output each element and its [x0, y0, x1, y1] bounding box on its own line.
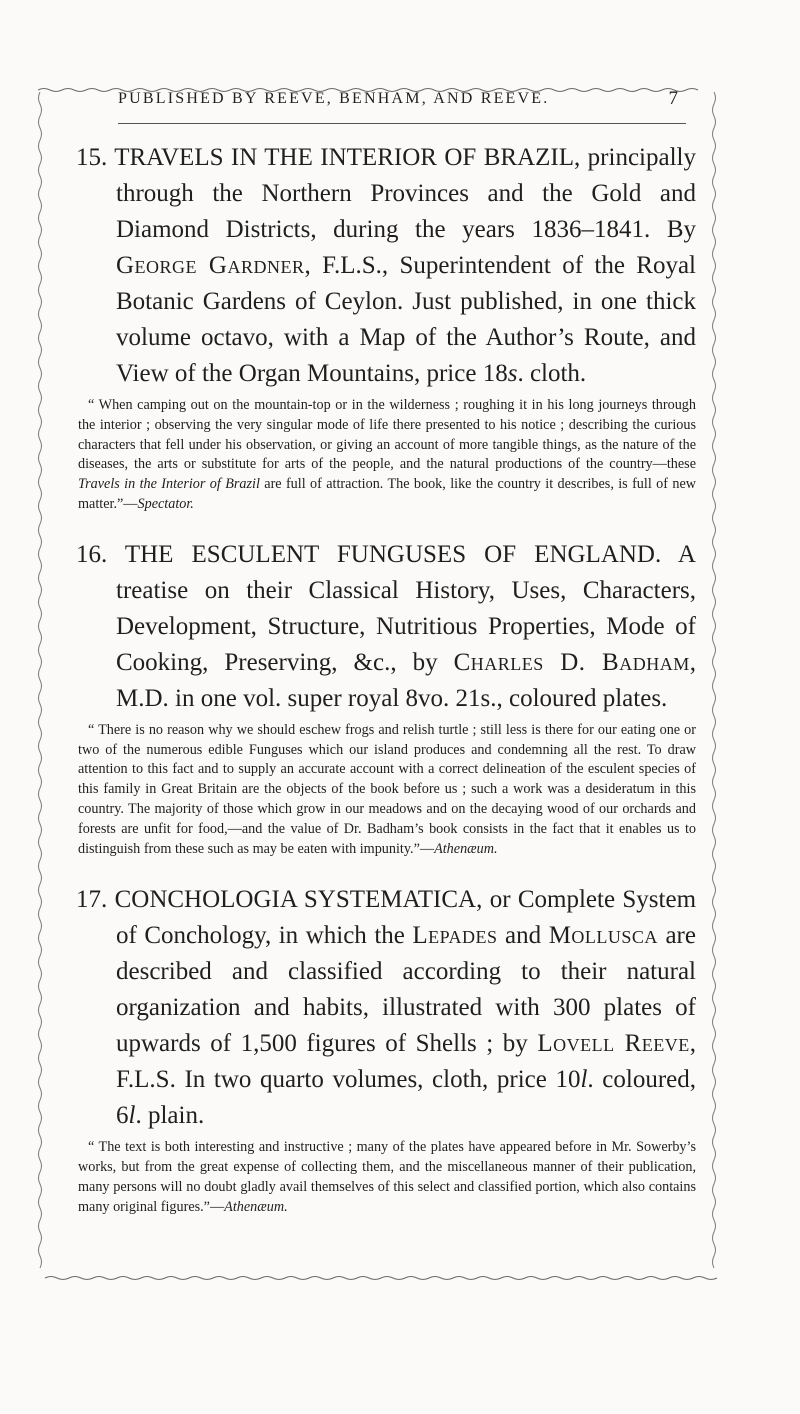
entry-16: [76, 537, 696, 860]
header-rule: [118, 123, 686, 124]
running-title: PUBLISHED BY REEVE, BENHAM, AND REEVE.: [118, 90, 550, 107]
running-header: [118, 90, 678, 108]
entry-title: 15. TRAVELS IN THE INTERIOR OF BRAZIL, principally through the Northern Provinces and the Gold and Diamond Districts, during the years 1836–1841. By George Gardner, F.L.S., Superintendent of the Royal Botanic Gardens of Ceylon. Just published, in one thick volume octavo, with a Map of the Author’s Route, and View of the Organ Mountains, price 18s. cloth.: [76, 144, 697, 387]
review-quote: “ There is no reason why we should eschew frogs and relish turtle ; still less is there for our eating one or two of the numerous edible Funguses which our island produces and condemning all the rest. To draw attention to this fact and to supply an accurate account with a correct delineation of the esculent species of this family in Great Britain are the objects of the book before us ; such a work was a desideratum in this country. The majority of those which grow in our meadows and on the decaying wood of our orchards and forests are unfit for food,—and the value of Dr. Badham’s book consists in the fact that it enables us to distinguish from these such as may be eaten with impunity.”—Athenæum.: [78, 721, 696, 857]
page-number: 7: [668, 88, 678, 109]
author-name: Charles D. Badham: [453, 648, 690, 676]
book-title: CONCHOLOGIA SYSTEMATICA,: [114, 886, 483, 914]
review-quote: “ The text is both interesting and instructive ; many of the plates have appeared before in Mr. Sowerby’s works, but from the great expense of collecting them, and the miscellaneous manner of their publication, many persons will no doubt gladly avail themselves of this select and classified portion, which also contains many original figures.”—Athenæum.: [78, 1139, 696, 1215]
book-title: TRAVELS IN THE INTERIOR OF BRAZIL,: [114, 144, 581, 171]
entry-15: [76, 140, 696, 515]
catalogue-entries: [76, 130, 696, 1218]
author-name: George Gardner: [116, 252, 305, 279]
entry-title: 16. THE ESCULENT FUNGUSES OF ENGLAND. A treatise on their Classical History, Uses, Characters, Development, Structure, Nutritious Properties, Mode of Cooking, Preserving, &c., by Charles D. Badham, M.D. in one vol. super royal 8vo. 21s., coloured plates.: [76, 540, 696, 712]
entry-17: [76, 882, 696, 1217]
book-title: THE ESCULENT FUNGUSES OF ENGLAND.: [124, 540, 662, 568]
review-source: Spectator.: [137, 495, 194, 512]
review-source: Athenæum.: [434, 840, 498, 857]
author-name: Lovell Reeve: [537, 1030, 690, 1058]
entry-number: 15.: [76, 144, 108, 171]
review-quote: “ When camping out on the mountain-top or in the wilderness ; roughing it in his long journeys through the interior ; observing the very singular mode of life there presented to his notice ; describing the curious characters that fell under his observation, or giving an account of more tangible things, as the nature of the diseases, the arts or substitute for arts of the people, and the natural productions of the country—these Travels in the Interior of Brazil are full of attraction. The book, like the country it describes, is full of new matter.”—Spectator.: [78, 397, 696, 512]
entry-number: 16.: [76, 540, 108, 568]
review-source: Athenæum.: [224, 1198, 288, 1215]
entry-title: 17. CONCHOLOGIA SYSTEMATICA, or Complete System of Conchology, in which the Lepades and Mollusca are described and classified according to their natural organization and habits, illustrated with 300 plates of upwards of 1,500 figures of Shells ; by Lovell Reeve, F.L.S. In two quarto volumes, cloth, price 10l. coloured, 6l. plain.: [76, 886, 697, 1130]
entry-number: 17.: [76, 886, 108, 914]
